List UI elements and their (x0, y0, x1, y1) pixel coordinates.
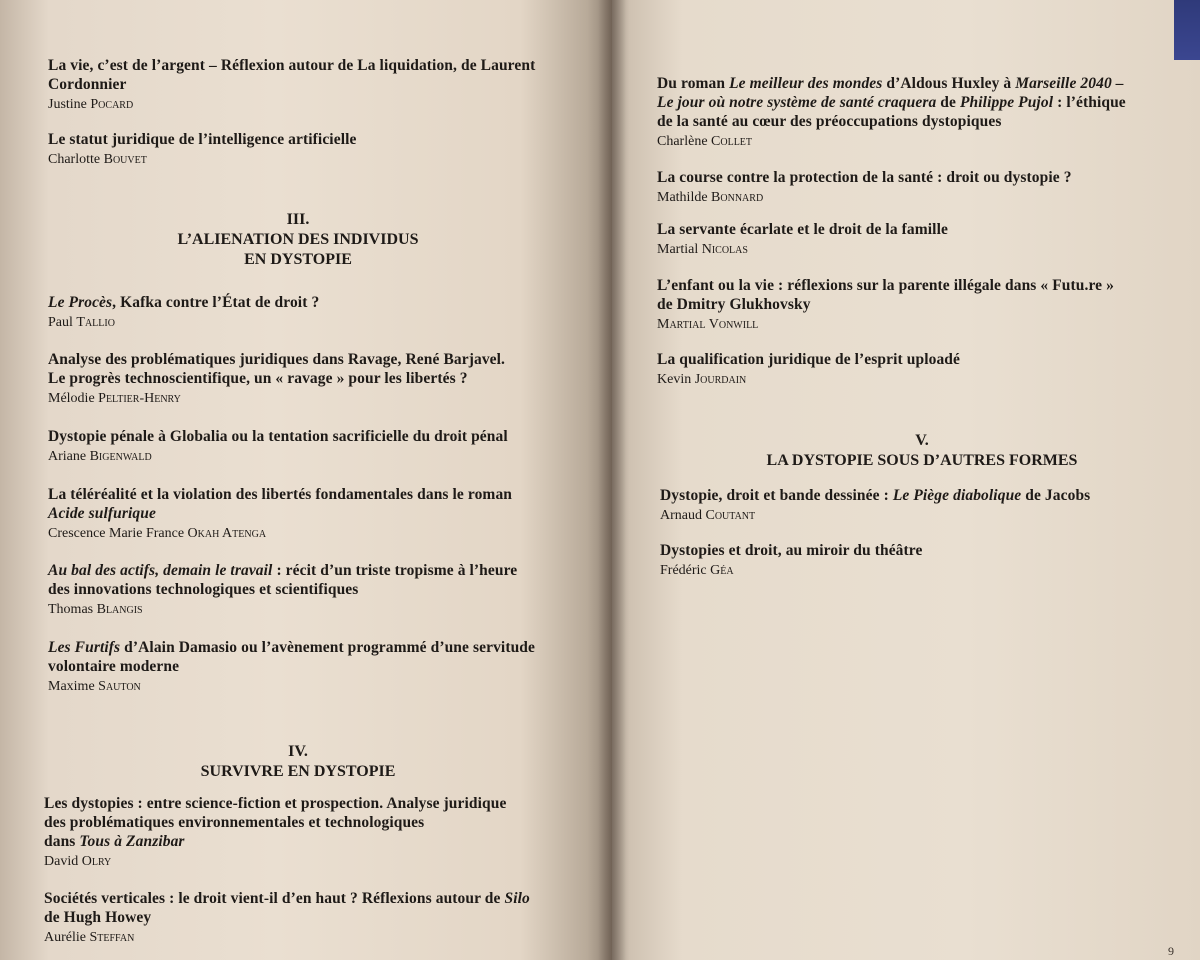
entry-title: Au bal des actifs, demain le travail : récit d’un triste tropisme à l’heure des innovations technologiques et scientifiques (48, 562, 518, 598)
toc-entry (48, 293, 578, 332)
entry-author: Paul Tallio (48, 315, 115, 330)
toc-entry (48, 130, 578, 169)
entry-author: Martial Vonwill (657, 317, 759, 332)
entry-author: Charlotte Bouvet (48, 152, 147, 167)
toc-entry (660, 541, 1180, 580)
entry-author: David Olry (44, 854, 112, 869)
right-page (612, 0, 1200, 960)
entry-title: Le Procès, Kafka contre l’État de droit ? (48, 294, 320, 311)
entry-author: Aurélie Steffan (44, 930, 135, 945)
section-heading-4: IV. SURVIVRE EN DYSTOPIE (200, 743, 396, 780)
toc-entry (48, 350, 588, 408)
entry-author: Justine Pocard (48, 97, 134, 112)
entry-author: Charlène Collet (657, 134, 753, 149)
toc-entry (48, 485, 588, 543)
entry-author: Arnaud Coutant (660, 508, 756, 523)
entry-title: Le statut juridique de l’intelligence artificielle (48, 131, 357, 148)
section-heading-5: V. LA DYSTOPIE SOUS D’AUTRES FORMES (766, 432, 1078, 469)
entry-title: Dystopie, droit et bande dessinée : Le Piège diabolique de Jacobs (660, 487, 1091, 504)
entry-title: Dystopies et droit, au miroir du théâtre (660, 542, 923, 559)
entry-author: Crescence Marie France Okah Atenga (48, 526, 267, 541)
entry-title: Sociétés verticales : le droit vient-il d’en haut ? Réflexions autour de Silo de Hugh Howey (44, 890, 530, 926)
entry-title: La course contre la protection de la santé : droit ou dystopie ? (657, 169, 1072, 186)
entry-title: Du roman Le meilleur des mondes d’Aldous Huxley à Marseille 2040 – Le jour où notre système de santé craquera de Philippe Pujol : l’éthique de la santé au cœur des préoccupations dystopiques (657, 75, 1126, 130)
entry-title: Dystopie pénale à Globalia ou la tentation sacrificielle du droit pénal (48, 428, 508, 445)
toc-entry (44, 794, 594, 871)
entry-title: La servante écarlate et le droit de la famille (657, 221, 948, 238)
toc-entry (48, 56, 578, 114)
toc-entry (657, 276, 1187, 334)
entry-title: La vie, c’est de l’argent – Réflexion autour de La liquidation, de Laurent Cordonnier (48, 57, 536, 93)
entry-author: Kevin Jourdain (657, 372, 747, 387)
toc-entry (48, 427, 588, 466)
toc-entry (657, 74, 1177, 151)
toc-entry (44, 889, 604, 947)
toc-entry (657, 220, 1177, 259)
entry-title: La téléréalité et la violation des libertés fondamentales dans le roman Acide sulfurique (48, 486, 513, 522)
toc-entry (660, 486, 1180, 525)
toc-entry (657, 350, 1177, 389)
entry-author: Martial Nicolas (657, 242, 748, 257)
entry-author: Frédéric Géa (660, 563, 734, 578)
entry-author: Thomas Blangis (48, 602, 143, 617)
entry-author: Mélodie Peltier-Henry (48, 391, 181, 406)
entry-author: Maxime Sauton (48, 679, 141, 694)
binding-edge (1174, 0, 1200, 60)
entry-title: Les Furtifs d’Alain Damasio ou l’avènement programmé d’une servitude volontaire moderne (48, 639, 536, 675)
toc-entry (48, 561, 588, 619)
toc-entry (657, 168, 1177, 207)
entry-title: Les dystopies : entre science-fiction et prospection. Analyse juridique des problématiques environnementales et technologiques dans Tous à Zanzibar (44, 795, 507, 850)
entry-author: Mathilde Bonnard (657, 190, 764, 205)
entry-title: La qualification juridique de l’esprit uploadé (657, 351, 961, 368)
entry-title: Analyse des problématiques juridiques dans Ravage, René Barjavel. Le progrès technoscientifique, un « ravage » pour les libertés ? (48, 351, 506, 387)
entry-title: L’enfant ou la vie : réflexions sur la parente illégale dans « Futu.re » de Dmitry Glukhovsky (657, 277, 1114, 313)
section-heading-3: III. L’ALIENATION DES INDIVIDUS EN DYSTOPIE (177, 211, 419, 268)
toc-entry (48, 638, 588, 696)
entry-author: Ariane Bigenwald (48, 449, 152, 464)
page-number: 9 (1168, 944, 1174, 958)
